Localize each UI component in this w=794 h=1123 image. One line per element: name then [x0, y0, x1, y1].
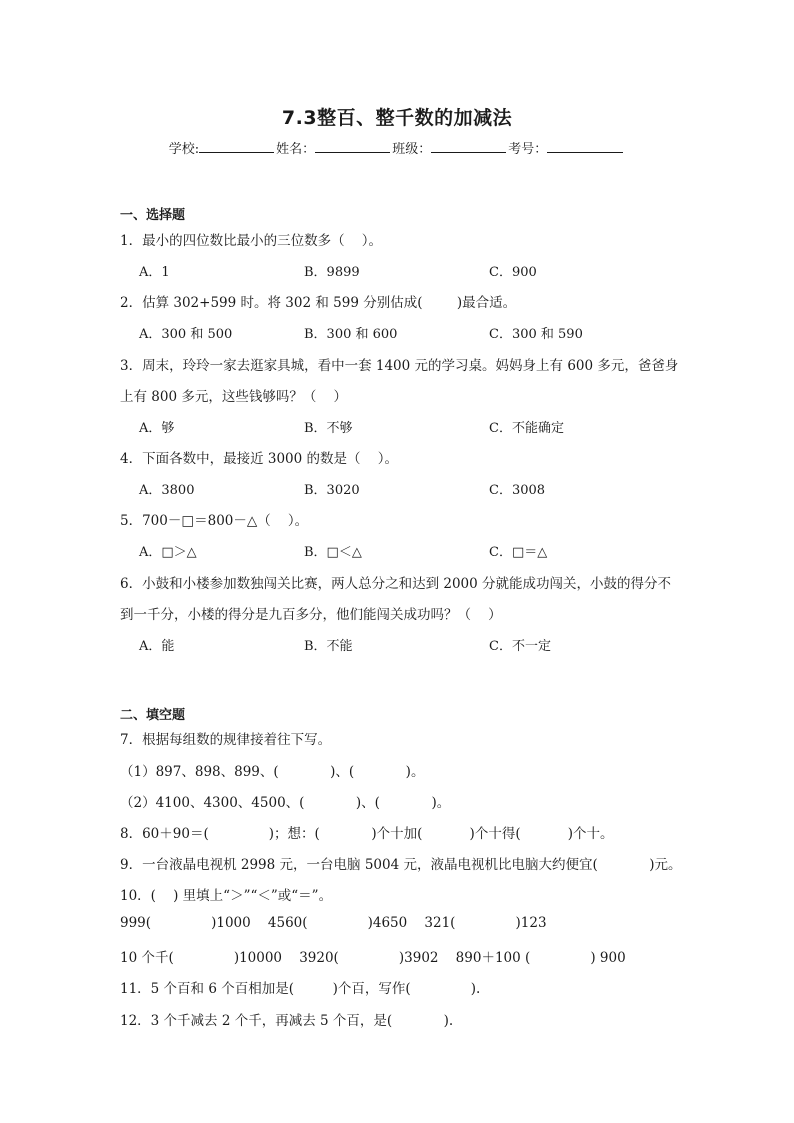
q5-option-c: C．□＝△ — [489, 545, 548, 560]
school-label: 学校: — [168, 142, 200, 157]
section-heading-fill-in: 二、填空题 — [120, 708, 186, 723]
q4-option-a: A．3800 — [139, 483, 195, 498]
question-7: 7．根据每组数的规律接着往下写。 — [120, 732, 332, 748]
q1-option-b: B．9899 — [304, 265, 360, 280]
worksheet-title: 7.3整百、整千数的加减法 — [281, 107, 513, 129]
class-label: 班级： — [392, 142, 432, 157]
q4-option-c: C．3008 — [489, 483, 546, 498]
question-2: 2．估算 302+599 时。将 302 和 599 分别估成( )最合适。 — [120, 295, 517, 311]
exam-number-blank[interactable] — [547, 139, 623, 153]
name-label: 姓名： — [276, 142, 316, 157]
q5-option-b: B．□＜△ — [304, 545, 362, 560]
school-blank[interactable] — [199, 139, 274, 153]
q3-option-a: A．够 — [139, 421, 175, 436]
q3-option-b: B．不够 — [304, 421, 353, 436]
q3-option-c: C．不能确定 — [489, 421, 564, 436]
q2-option-a: A．300 和 500 — [139, 327, 233, 342]
question-4: 4．下面各数中，最接近 3000 的数是（ ）。 — [120, 451, 398, 467]
question-10: 10．( ) 里填上“＞”“＜”或“＝”。 — [120, 888, 333, 904]
name-blank[interactable] — [315, 139, 390, 153]
question-6-line-1: 6．小鼓和小楼参加数独闯关比赛，两人总分之和达到 2000 分就能成功闯关，小鼓的得分不 — [120, 576, 672, 592]
q1-option-a: A．1 — [139, 265, 170, 280]
section-heading-choice: 一、选择题 — [120, 208, 186, 223]
q5-option-a: A．□＞△ — [139, 545, 197, 560]
exam-number-label: 考号： — [508, 142, 548, 157]
question-3-line-1: 3．周末，玲玲一家去逛家具城，看中一套 1400 元的学习桌。妈妈身上有 600 多元，爸爸身 — [120, 358, 679, 374]
question-12: 12．3 个千减去 2 个千，再减去 5 个百，是( ). — [120, 1013, 454, 1029]
q6-option-c: C．不一定 — [489, 639, 551, 654]
question-8: 8．60＋90＝( )；想：( )个十加( )个十得( )个十。 — [120, 826, 614, 842]
question-10-row-1: 999( )1000 4560( )4650 321( )123 — [120, 915, 547, 931]
student-info-line — [0, 138, 794, 157]
question-10-row-2: 10 个千( )10000 3920( )3902 890＋100 ( ) 900 — [120, 950, 626, 966]
question-1: 1．最小的四位数比最小的三位数多（ ）。 — [120, 233, 383, 249]
question-3-line-2: 上有 800 多元，这些钱够吗？（ ） — [120, 389, 348, 405]
question-11: 11．5 个百和 6 个百相加是( )个百，写作( ). — [120, 981, 481, 997]
question-7-part-2: （2）4100、4300、4500、( )、( )。 — [120, 795, 451, 811]
q1-option-c: C．900 — [489, 265, 537, 280]
q4-option-b: B．3020 — [304, 483, 360, 498]
question-7-part-1: （1）897、898、899、( )、( )。 — [120, 764, 425, 780]
question-9: 9．一台液晶电视机 2998 元，一台电脑 5004 元，液晶电视机比电脑大约便宜( )元。 — [120, 857, 682, 873]
q6-option-a: A．能 — [139, 639, 175, 654]
q2-option-b: B．300 和 600 — [304, 327, 398, 342]
question-6-line-2: 到一千分，小楼的得分是九百多分，他们能闯关成功吗？（ ） — [120, 607, 502, 623]
q6-option-b: B．不能 — [304, 639, 353, 654]
q2-option-c: C．300 和 590 — [489, 327, 583, 342]
question-5: 5．700－□＝800－△（ ）。 — [120, 513, 309, 529]
class-blank[interactable] — [431, 139, 506, 153]
